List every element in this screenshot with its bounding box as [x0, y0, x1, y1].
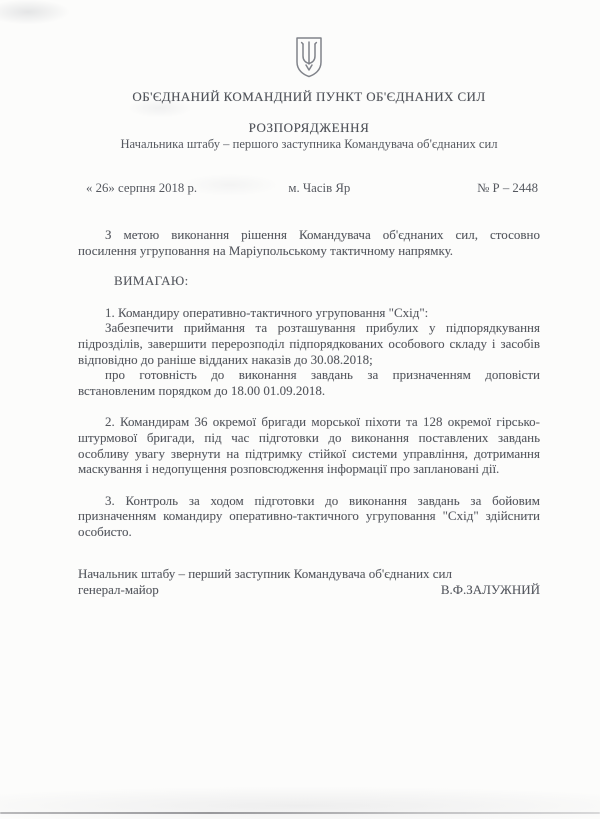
item-2-paragraph: 2. Командирам 36 окремої бригади морської піхоти та 128 окремої гірсько-штурмової бригади, під час підготовки до виконання поставлених завдань особливу увагу звернути на підтримку стійкої системи управління, дотримання маскування і недопущення розповсюдження інформації про заплановані дії.	[78, 414, 540, 477]
document-subtitle: Начальника штабу – першого заступника Командувача об'єднаних сил	[120, 137, 498, 151]
signature-row	[78, 582, 540, 598]
signature-name: В.Ф.ЗАЛУЖНИЙ	[440, 581, 540, 597]
document-type-title: РОЗПОРЯДЖЕННЯ	[248, 120, 370, 135]
item-3-paragraph: 3. Контроль за ходом підготовки до виконання завдань за бойовим призначенням командиру оперативно-тактичного угруповання "Схід" здійснити особисто.	[78, 492, 540, 539]
signature-position: Начальник штабу – перший заступник Командувача об'єднаних сил	[78, 565, 453, 581]
signature-rank: генерал-майор	[78, 581, 159, 597]
signature-block	[78, 566, 540, 598]
document-meta-row	[78, 181, 540, 196]
item-1-paragraph-a: Забезпечити приймання та розташування прибулих у підпорядкування підрозділів, завершити перерозподіл підпорядкованих особового складу і засобів відповідно до раніше відданих наказів до 30.08.2018;	[78, 320, 540, 367]
demand-heading: ВИМАГАЮ:	[114, 273, 189, 289]
item-1-paragraph-b: про готовність до виконання завдань за призначенням доповісти встановленим порядком до 18.00 01.09.2018.	[78, 367, 540, 398]
scan-edge-line	[0, 812, 600, 814]
intro-paragraph: З метою виконання рішення Командувача об'єднаних сил, стосовно посилення угруповання на Маріупольському тактичному напрямку.	[78, 227, 540, 258]
item-1-heading: 1. Командиру оперативно-тактичного угруповання "Схід":	[105, 304, 429, 320]
document-date: « 26» серпня 2018 р.	[86, 181, 198, 195]
org-title: ОБ'ЄДНАНИЙ КОМАНДНИЙ ПУНКТ ОБ'ЄДНАНИХ СИЛ	[132, 89, 486, 104]
ukraine-trident-emblem-icon	[294, 36, 324, 78]
document-number: № Р – 2448	[477, 181, 539, 195]
document-place: м. Часів Яр	[288, 181, 351, 195]
